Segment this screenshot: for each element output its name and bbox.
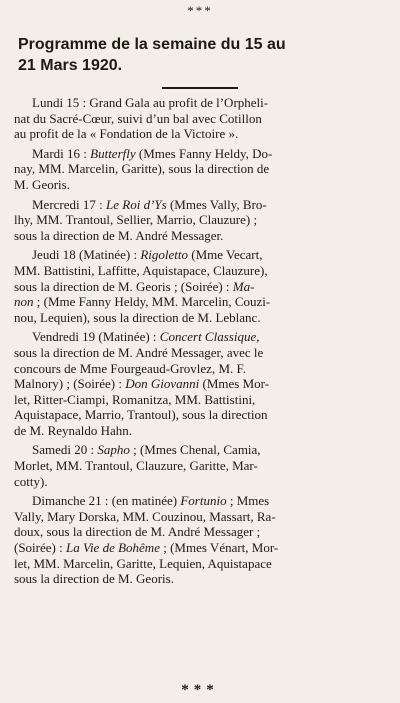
programme-title: Programme de la semaine du 15 au 21 Mars 1920.	[18, 36, 286, 74]
entry-dimanche	[14, 493, 390, 587]
entry-mardi-body: nay, MM. Marcelin, Garitte), sous la direction de M. Georis.	[14, 161, 270, 192]
entry-vendredi-body: sous la direction de M. André Messager, avec le concours de Mme Fourgeaud-Grovlez, M. F. Malnory) ; (Soirée) : Don Giovanni (Mmes Mor- let, Ritter-Ciampi, Romanitza, MM. Battistini, Aquistapace, Marrio, Trantoul), sous la direction de M. Reynaldo Hahn.	[14, 344, 270, 438]
entry-samedi	[14, 442, 390, 489]
entry-dimanche-body: Vally, Mary Dorska, MM. Couzinou, Massart, Ra- doux, sous la direction de M. André Messager ; (Soirée) : La Vie de Bohême ; (Mmes Vénart, Mor- let, MM. Marcelin, Garitte, Lequien, Aquistapace sous la direction de M. Georis.	[14, 508, 279, 587]
entry-samedi-head: Samedi 20 : Sapho ; (Mmes Chenal, Camia,	[32, 442, 261, 458]
bottom-ornament: ***	[181, 682, 219, 698]
top-ornament: ***	[187, 3, 213, 18]
entry-vendredi-head: Vendredi 19 (Matinée) : Concert Classique,	[32, 329, 260, 345]
entry-mercredi-head: Mercredi 17 : Le Roi d’Ys (Mmes Vally, Bro-	[32, 196, 267, 212]
entry-mercredi	[14, 197, 390, 244]
entry-lundi	[14, 95, 390, 142]
entry-jeudi	[14, 247, 390, 325]
entry-samedi-body: Morlet, MM. Trantoul, Clauzure, Garitte, Mar- cotty).	[14, 458, 258, 489]
programme-list	[14, 95, 390, 591]
entry-lundi-head: Lundi 15 : Grand Gala au profit de l’Orpheli-	[32, 95, 269, 110]
entry-lundi-body: nat du Sacré-Cœur, suivi d’un bal avec Cotillon au profit de la « Fondation de la Victoire ».	[14, 110, 262, 142]
entry-dimanche-head: Dimanche 21 : (en matinée) Fortunio ; Mmes	[32, 493, 270, 509]
title-rule	[162, 87, 238, 89]
entry-mercredi-body: lhy, MM. Trantoul, Sellier, Marrio, Clauzure) ; sous la direction de M. André Messager.	[14, 212, 258, 243]
entry-mardi-head: Mardi 16 : Butterfly (Mmes Fanny Heldy, Do-	[32, 145, 273, 161]
entry-vendredi	[14, 329, 390, 438]
entry-jeudi-body: MM. Battistini, Laffitte, Aquistapace, Clauzure), sous la direction de M. Georis ; (Soirée) : Ma- non ; (Mme Fanny Heldy, MM. Marcelin, Couzi- nou, Lequien), sous la direction de M. Leblanc.	[14, 262, 271, 325]
entry-mardi	[14, 146, 390, 193]
entry-jeudi-head: Jeudi 18 (Matinée) : Rigoletto (Mme Vecart,	[32, 247, 263, 263]
